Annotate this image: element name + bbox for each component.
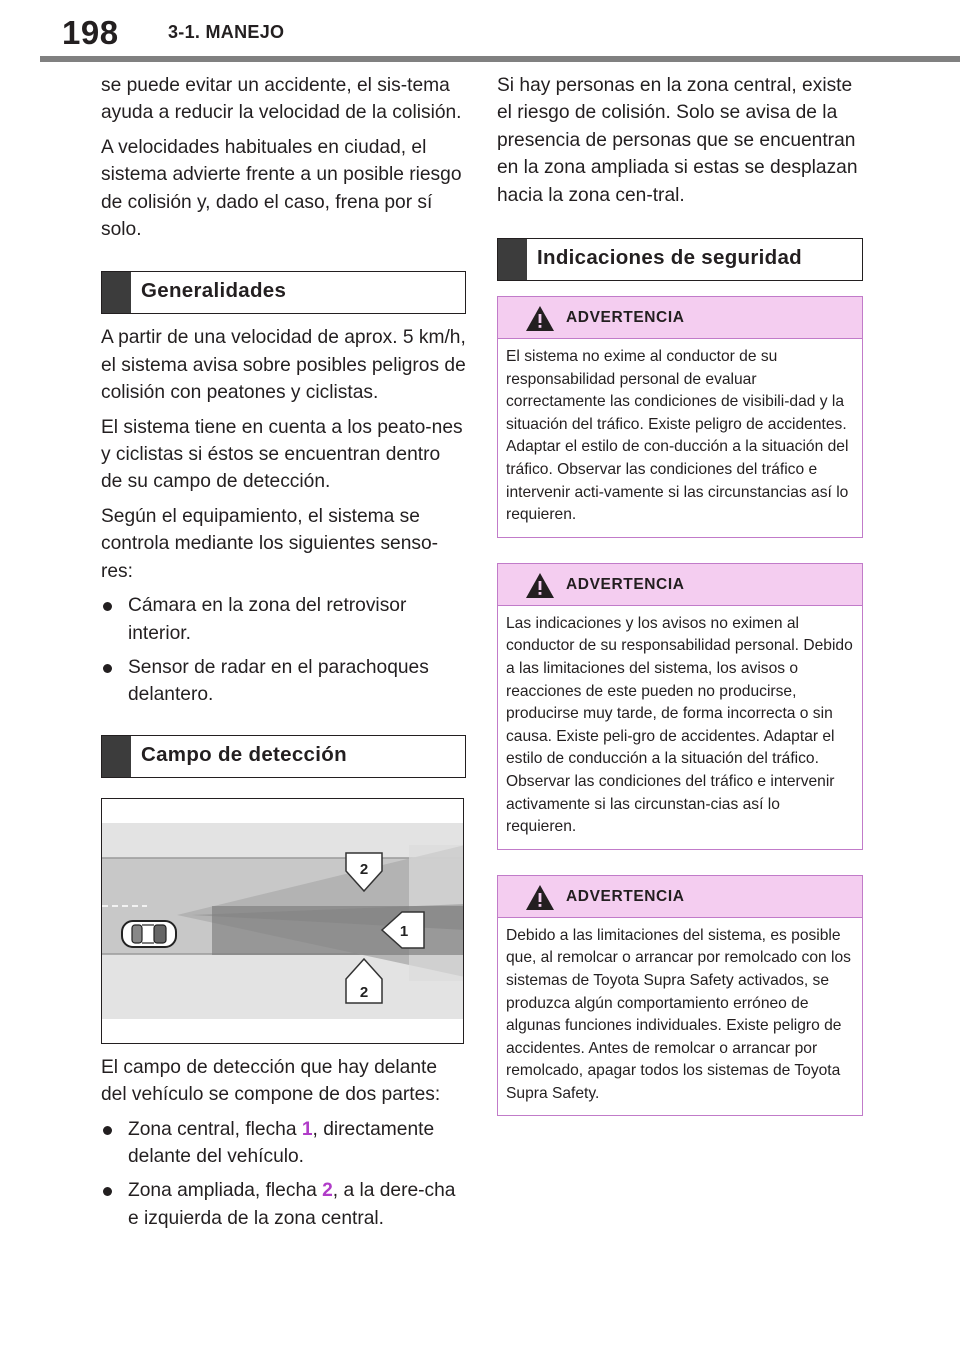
list-item [101, 592, 466, 647]
warning-box [497, 296, 863, 538]
campo-paragraph: El campo de detección que hay delante del vehículo se compone de dos partes: [101, 1056, 441, 1106]
generalidades-paragraph-1: A partir de una velocidad de aprox. 5 km/h, el sistema avisa sobre posibles peligros de colisión con peatones y ciclistas. [101, 327, 466, 404]
list-item [101, 1116, 466, 1171]
list-item-text: Cámara en la zona del retrovisor interior. [128, 595, 407, 644]
central-zone [212, 906, 464, 955]
generalidades-paragraph-2: El sistema tiene en cuenta a los peato-nes y ciclistas si éstos se encuentran dentro de su campo de detección. [101, 416, 463, 493]
section-heading-label: Indicaciones de seguridad [537, 246, 802, 270]
warning-title: ADVERTENCIA [566, 887, 685, 905]
list-item [101, 654, 466, 709]
left-column [101, 72, 466, 1239]
section-heading-bar [498, 239, 527, 280]
warning-triangle-icon [525, 572, 555, 599]
warning-title: ADVERTENCIA [566, 309, 685, 327]
callout-label-2: 2 [359, 983, 369, 1001]
section-heading-bar [102, 272, 131, 313]
warning-text: Las indicaciones y los avisos no eximen al conductor de su responsabilidad personal. Debido a las limitaciones del sistema, los avisos o reacciones de este pueden no producirse, producirse muy tarde, de forma incorrecta o sin causa. Existe peli-gro de accidentes. Adaptar el estilo de conducción a la situación del tráfico. Observar las condiciones del tráfico e intervenir activamente si las circunstan-cias así lo requieren. [506, 614, 853, 836]
bullet-dot [103, 664, 112, 673]
warning-box [497, 563, 863, 850]
warning-header [498, 564, 862, 606]
section-heading-generalidades [101, 271, 466, 314]
warning-title: ADVERTENCIA [566, 575, 685, 593]
header-rule [40, 56, 960, 62]
section-heading-seguridad [497, 238, 863, 281]
warning-box [497, 875, 863, 1117]
right-intro-paragraph: Si hay personas en la zona central, existe el riesgo de colisión. Solo se avisa de la presencia de personas que se encuentran en la zona ampliada si estas se desplazan hacia la zona cen-tral. [497, 75, 858, 206]
list-item-text-before: Zona central, flecha [128, 1118, 302, 1140]
section-heading-bar [102, 736, 131, 777]
warning-text: El sistema no exime al conductor de su responsabilidad personal de evaluar correctamente las condiciones de visibili-dad y la situación del tráfico. Existe peligro de accidentes. Adaptar el estilo de con-ducción a la situación del tráfico. Observar las condiciones del tráfico e intervenir acti-vamente si las circunstancias así lo requieren. [506, 348, 849, 524]
warning-triangle-icon [525, 305, 555, 332]
warning-triangle-icon [525, 884, 555, 911]
list-item-text-after: , a la dere-cha e izquierda de la zona central. [128, 1180, 456, 1229]
list-item-text-after: , directamente delante del vehículo. [128, 1118, 435, 1167]
warning-header [498, 297, 862, 339]
warning-header [498, 876, 862, 918]
bullet-dot [103, 602, 112, 611]
list-item-text: Sensor de radar en el parachoques delantero. [128, 656, 429, 706]
page-number: 198 [62, 14, 119, 51]
vehicle-icon [122, 921, 176, 947]
intro-paragraph-2: A velocidades habituales en ciudad, el sistema advierte frente a un posible riesgo de colisión y, dado el caso, frena por sí solo. [101, 136, 462, 241]
warning-text: Debido a las limitaciones del sistema, es posible que, al remolcar o arrancar por remolcado con los sistemas de Toyota Supra Safety activados, se produzca algún comportamiento erróneo de algunas funciones individuales. Existe peligro de accidentes. Antes de remolcar o arrancar por remolcado, apagar todos los sistemas de Toyota Supra Safety. [506, 926, 851, 1102]
zone-reference-1: 1 [301, 1118, 313, 1140]
chapter-title: 3-1. MANEJO [168, 22, 285, 42]
zone-reference-2: 2 [322, 1180, 333, 1202]
section-heading-campo [101, 735, 466, 778]
list-item [101, 1177, 466, 1232]
callout-label-2: 2 [359, 860, 369, 878]
intro-paragraph-1: se puede evitar un accidente, el sis-tema ayuda a reducir la velocidad de la colisión. [101, 75, 462, 124]
callout-label-1: 1 [399, 922, 409, 940]
bullet-dot [103, 1187, 112, 1196]
page-header [0, 0, 960, 62]
list-item-text-before: Zona ampliada, flecha [128, 1180, 323, 1202]
section-heading-label: Campo de detección [141, 742, 347, 766]
right-column [497, 72, 863, 1116]
bullet-dot [103, 1126, 112, 1135]
detection-field-figure [101, 798, 464, 1044]
section-heading-label: Generalidades [141, 279, 287, 303]
generalidades-paragraph-3: Según el equipamiento, el sistema se controla mediante los siguientes senso-res: [101, 505, 439, 582]
detection-field-illustration [102, 799, 464, 1044]
